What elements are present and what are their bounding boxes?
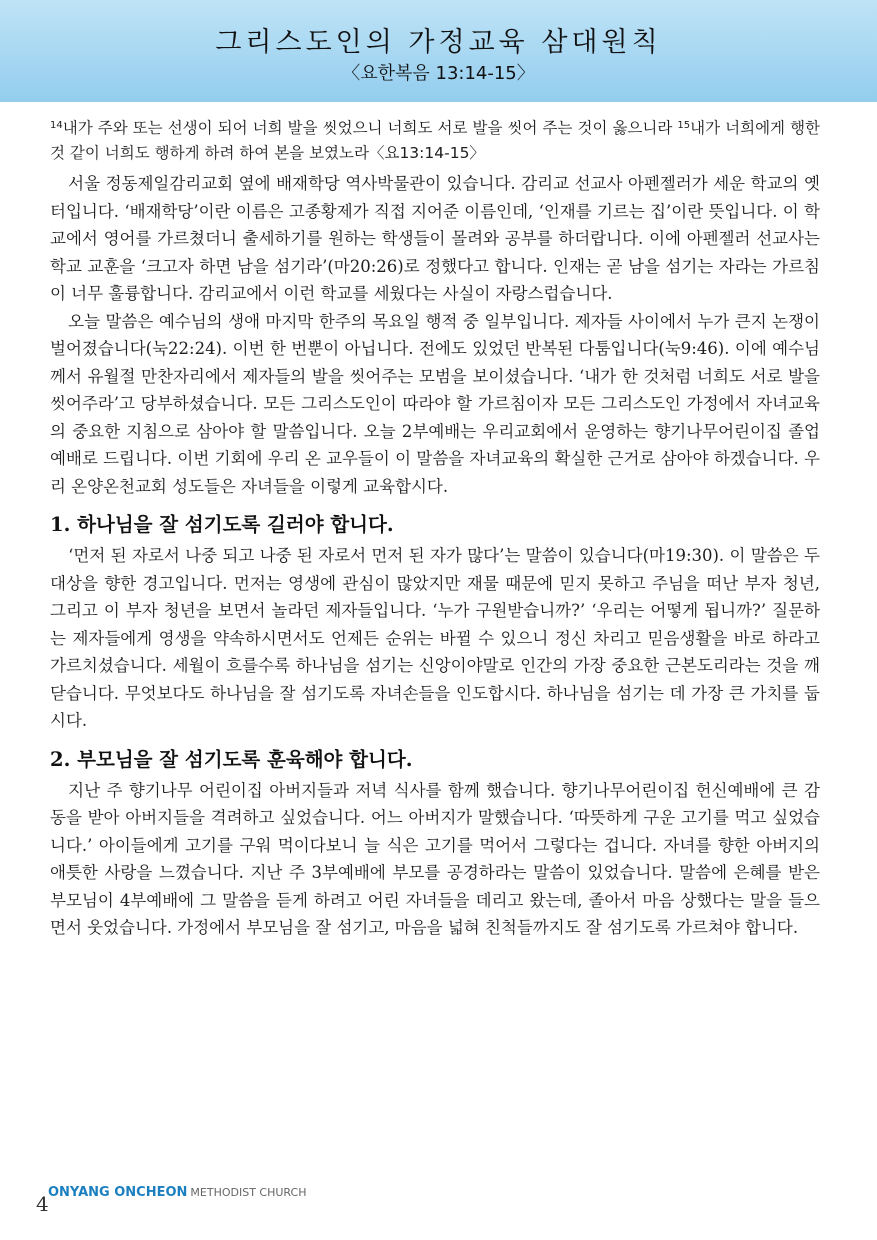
intro-paragraph: 서울 정동제일감리교회 옆에 배재학당 역사박물관이 있습니다. 감리교 선교사 아펜젤러가 세운 학교의 옛터입니다. ‘배재학당’이란 이름은 고종황제가 직접 지어준 이름인데, ‘인재를 기르는 집’이란 뜻입니다. 이 학교에서 영어를 가르쳤더니 출세하기를 원하는 학생들이 몰려와 공부를 하더랍니다. 이에 아펜젤러 선교사는 학교 교훈을 ‘크고자 하면 남을 섬기라’(마20:26)로 정했다고 합니다. 인재는 곧 남을 섬기는 자라는 가르침이 너무 훌륭합니다. 감리교에서 이런 학교를 세웠다는 사실이 자랑스럽습니다. [50,174,820,303]
verse-number: 15 [677,120,691,131]
church-logo [48,1185,306,1200]
church-name: ONYANG ONCHEON [48,1185,188,1200]
section-paragraph: 지난 주 향기나무 어린이집 아버지들과 저녁 식사를 함께 했습니다. 향기나무어린이집 헌신예배에 큰 감동을 받아 아버지들을 격려하고 싶었습니다. 어느 아버지가 말했습니다. ‘따뜻하게 구운 고기를 먹고 싶었습니다.’ 아이들에게 고기를 구워 먹이다보니 늘 식은 고기를 먹어서 그렇다는 겁니다. 자녀를 향한 아버지의 애틋한 사랑을 느꼈습니다. 지난 주 3부예배에 부모를 공경하라는 말씀이 있었습니다. 말씀에 은혜를 받은 부모님이 4부예배에 그 말씀을 듣게 하려고 어린 자녀들을 데리고 왔는데, 졸아서 마음 상했다는 말을 들으면서 웃었습니다. 가정에서 부모님을 잘 섬기고, 마음을 넓혀 친척들까지도 잘 섬기도록 가르쳐야 합니다. [50,780,820,937]
section-heading: 2. 부모님을 잘 섬기도록 훈육해야 합니다. [50,747,413,771]
header-band [0,0,877,102]
verse-number: 14 [50,120,63,131]
intro-paragraph: 오늘 말씀은 예수님의 생애 마지막 한주의 목요일 행적 중 일부입니다. 제자들 사이에서 누가 큰지 논쟁이 벌어졌습니다(눅22:24). 이번 한 번뿐이 아닙니다. 전에도 있었던 반복된 다툼입니다(눅9:46). 이에 예수님께서 유월절 만찬자리에서 제자들의 발을 씻어주는 모범을 보이셨습니다. ‘내가 한 것처럼 너희도 서로 발을 씻어주라’고 당부하셨습니다. 모든 그리스도인이 따라야 할 가르침이자 모든 그리스도인 가정에서 자녀교육의 중요한 지침으로 삼아야 할 말씀입니다. 오늘 2부예배는 우리교회에서 운영하는 향기나무어린이집 졸업예배로 드립니다. 이번 기회에 우리 온 교우들이 이 말씀을 자녀교육의 확실한 근거로 삼아야 하겠습니다. 우리 온양온천교회 성도들은 자녀들을 이렇게 교육합시다. [50,311,820,496]
page-number: 4 [36,1192,49,1216]
scripture-reference: 〈요한복음 13:14-15〉 [342,63,535,84]
page-title: 그리스도인의 가정교육 삼대원칙 [215,27,662,58]
scripture-verse [50,116,820,166]
verse-text: 내가 주와 또는 선생이 되어 너희 발을 씻었으니 너희도 서로 발을 씻어 주는 것이 옳으니라 [62,119,678,137]
section-heading: 1. 하나님을 잘 섬기도록 길러야 합니다. [50,513,394,536]
verse-text: 내가 너희에게 행한 것 같이 너희도 행하게 하려 하여 본을 보였노라〈요13:14-15〉 [50,119,821,162]
church-subtitle: METHODIST CHURCH [190,1186,307,1199]
article-content [50,116,820,942]
section-paragraph: ‘먼저 된 자로서 나중 되고 나중 된 자로서 먼저 된 자가 많다’는 말씀이 있습니다(마19:30). 이 말씀은 두 대상을 향한 경고입니다. 먼저는 영생에 관심이 많았지만 재물 때문에 믿지 못하고 주님을 떠난 부자 청년, 그리고 이 부자 청년을 보면서 놀라던 제자들입니다. ‘누가 구원받습니까?’ ‘우리는 어떻게 됩니까?’ 질문하는 제자들에게 영생을 약속하시면서도 언제든 순위는 바뀔 수 있으니 정신 차리고 믿음생활을 바로 하라고 가르치셨습니다. 세월이 흐를수록 하나님을 섬기는 신앙이야말로 인간의 가장 중요한 근본도리라는 것을 깨닫습니다. 무엇보다도 하나님을 잘 섬기도록 자녀손들을 인도합시다. 하나님을 섬기는 데 가장 큰 가치를 둡시다. [50,546,820,730]
